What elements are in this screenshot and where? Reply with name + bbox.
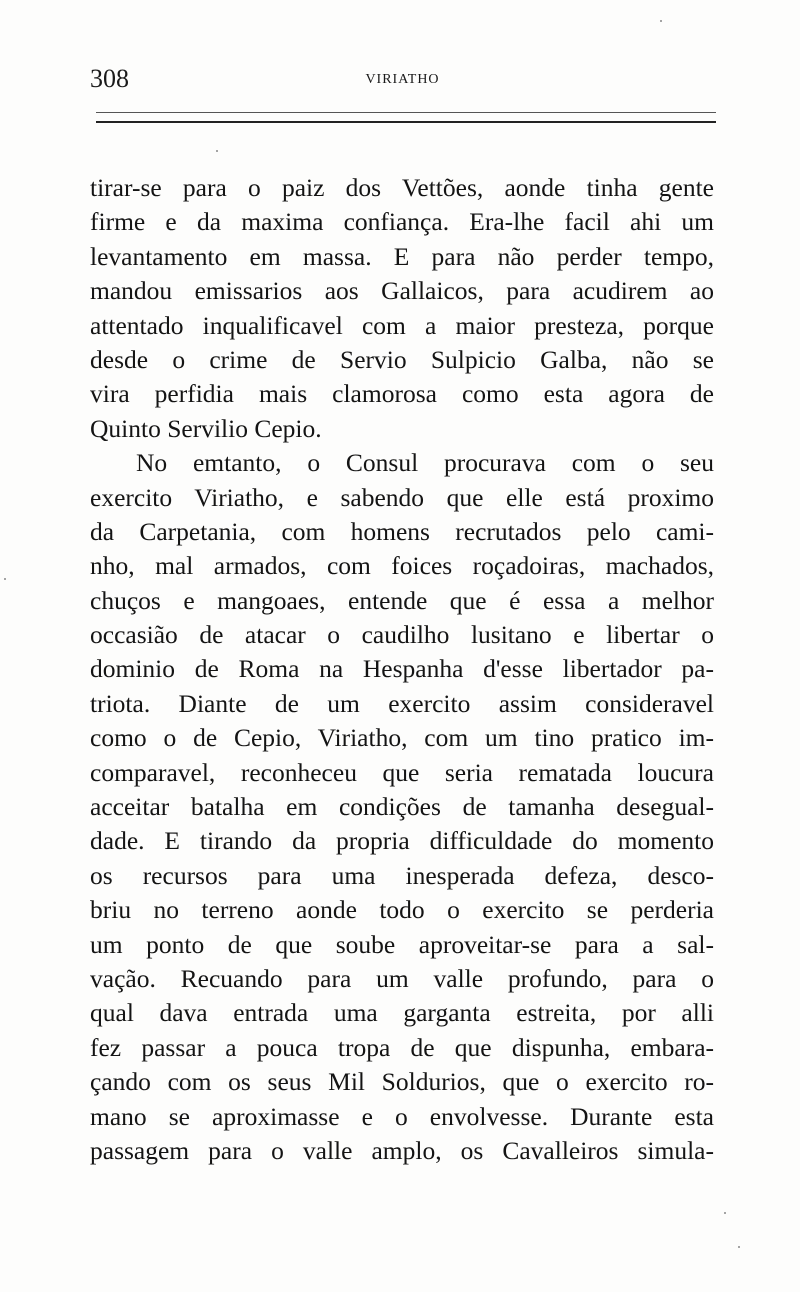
text-line: dade. E tirando da propria difficuldade do momento	[90, 826, 714, 856]
body-text	[90, 171, 714, 1168]
text-line: firme e da maxima confiança. Era-lhe facil ahi um	[90, 207, 714, 237]
text-line: nho, mal armados, com foices roçadoiras, machados,	[90, 551, 714, 581]
text-line: passagem para o valle amplo, os Cavalleiros simula-	[90, 1135, 714, 1165]
print-speck	[660, 20, 662, 22]
print-speck	[216, 150, 218, 152]
text-line: um ponto de que soube aproveitar-se para a sal-	[90, 929, 714, 959]
text-line: briu no terreno aonde todo o exercito se perderia	[90, 895, 714, 925]
text-line: Quinto Servilio Cepio.	[90, 413, 322, 443]
text-line: triota. Diante de um exercito assim consideravel	[90, 688, 714, 718]
text-line: mandou emissarios aos Gallaicos, para acudirem ao	[90, 276, 714, 306]
text-line: tirar-se para o paiz dos Vettões, aonde tinha gente	[90, 173, 714, 202]
print-speck	[724, 1212, 726, 1214]
text-line: fez passar a pouca tropa de que dispunha, embara-	[90, 1032, 714, 1062]
text-line: exercito Viriatho, e sabendo que elle está proximo	[90, 482, 714, 512]
text-line: vação. Recuando para um valle profundo, para o	[90, 963, 714, 993]
page-number: 308	[90, 64, 129, 93]
text-line: attentado inqualificavel com a maior presteza, porque	[90, 310, 714, 340]
text-line: comparavel, reconheceu que seria rematada loucura	[90, 757, 714, 787]
text-line: os recursos para uma inesperada defeza, desco-	[90, 860, 714, 890]
header-rule-thin	[96, 112, 716, 113]
text-line: da Carpetania, com homens recrutados pelo cami-	[90, 516, 714, 546]
text-line: mano se aproximasse e o envolvesse. Durante esta	[90, 1101, 714, 1131]
text-line: acceitar batalha em condições de tamanha desegual-	[90, 792, 714, 822]
text-line: chuços e mangoaes, entende que é essa a melhor	[90, 585, 714, 615]
text-line: como o de Cepio, Viriatho, com um tino pratico im-	[90, 723, 714, 753]
text-line: levantamento em massa. E para não perder tempo,	[90, 241, 714, 271]
text-line: çando com os seus Mil Soldurios, que o exercito ro-	[90, 1067, 714, 1097]
text-line: No emtanto, o Consul procurava com o seu	[136, 448, 714, 478]
print-speck	[4, 578, 6, 580]
text-line: vira perfidia mais clamorosa como esta agora de	[90, 379, 714, 409]
text-line: desde o crime de Servio Sulpicio Galba, não se	[90, 344, 714, 374]
header-rule-thick	[96, 121, 716, 123]
running-title: VIRIATHO	[365, 72, 440, 87]
print-speck	[738, 1246, 740, 1248]
text-line: occasião de atacar o caudilho lusitano e libertar o	[90, 620, 714, 650]
running-head	[90, 62, 715, 102]
text-line: dominio de Roma na Hespanha d'esse libertador pa-	[90, 654, 714, 684]
text-line: qual dava entrada uma garganta estreita, por alli	[90, 998, 714, 1028]
